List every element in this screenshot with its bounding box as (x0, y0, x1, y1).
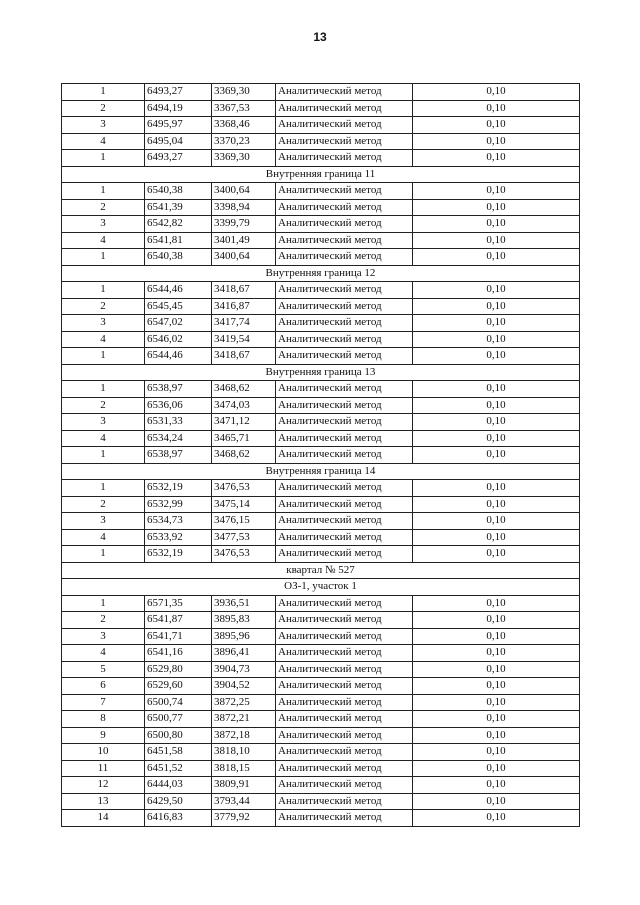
x-coordinate-cell: 6536,06 (145, 397, 212, 414)
accuracy-cell: 0,10 (413, 232, 580, 249)
point-number-cell: 4 (62, 430, 145, 447)
table-row (62, 397, 580, 414)
x-coordinate-cell: 6495,04 (145, 133, 212, 150)
table-row (62, 480, 580, 497)
method-cell: Аналитический метод (276, 199, 413, 216)
y-coordinate-cell: 3809,91 (212, 777, 276, 794)
method-cell: Аналитический метод (276, 84, 413, 101)
y-coordinate-cell: 3895,83 (212, 612, 276, 629)
accuracy-cell: 0,10 (413, 117, 580, 134)
method-cell: Аналитический метод (276, 447, 413, 464)
x-coordinate-cell: 6529,80 (145, 661, 212, 678)
point-number-cell: 2 (62, 100, 145, 117)
y-coordinate-cell: 3895,96 (212, 628, 276, 645)
section-heading-row (62, 364, 580, 381)
y-coordinate-cell: 3367,53 (212, 100, 276, 117)
point-number-cell: 12 (62, 777, 145, 794)
method-cell: Аналитический метод (276, 183, 413, 200)
point-number-cell: 1 (62, 447, 145, 464)
method-cell: Аналитический метод (276, 496, 413, 513)
point-number-cell: 6 (62, 678, 145, 695)
page-number: 13 (313, 30, 327, 44)
point-number-cell: 1 (62, 595, 145, 612)
point-number-cell: 1 (62, 546, 145, 563)
table-row (62, 529, 580, 546)
x-coordinate-cell: 6532,19 (145, 480, 212, 497)
y-coordinate-cell: 3468,62 (212, 381, 276, 398)
point-number-cell: 4 (62, 645, 145, 662)
point-number-cell: 1 (62, 249, 145, 266)
table-row (62, 298, 580, 315)
accuracy-cell: 0,10 (413, 282, 580, 299)
x-coordinate-cell: 6493,27 (145, 84, 212, 101)
point-number-cell: 5 (62, 661, 145, 678)
point-number-cell: 1 (62, 150, 145, 167)
point-number-cell: 4 (62, 133, 145, 150)
method-cell: Аналитический метод (276, 645, 413, 662)
x-coordinate-cell: 6538,97 (145, 381, 212, 398)
accuracy-cell: 0,10 (413, 381, 580, 398)
accuracy-cell: 0,10 (413, 199, 580, 216)
accuracy-cell: 0,10 (413, 414, 580, 431)
y-coordinate-cell: 3474,03 (212, 397, 276, 414)
table-row (62, 133, 580, 150)
method-cell: Аналитический метод (276, 678, 413, 695)
method-cell: Аналитический метод (276, 298, 413, 315)
accuracy-cell: 0,10 (413, 496, 580, 513)
y-coordinate-cell: 3400,64 (212, 249, 276, 266)
method-cell: Аналитический метод (276, 348, 413, 365)
point-number-cell: 3 (62, 216, 145, 233)
point-number-cell: 2 (62, 199, 145, 216)
y-coordinate-cell: 3398,94 (212, 199, 276, 216)
point-number-cell: 2 (62, 298, 145, 315)
y-coordinate-cell: 3416,87 (212, 298, 276, 315)
method-cell: Аналитический метод (276, 628, 413, 645)
point-number-cell: 2 (62, 397, 145, 414)
table-row (62, 183, 580, 200)
point-number-cell: 1 (62, 84, 145, 101)
accuracy-cell: 0,10 (413, 100, 580, 117)
x-coordinate-cell: 6444,03 (145, 777, 212, 794)
table-row (62, 84, 580, 101)
point-number-cell: 10 (62, 744, 145, 761)
point-number-cell: 14 (62, 810, 145, 827)
x-coordinate-cell: 6571,35 (145, 595, 212, 612)
section-heading-row (62, 579, 580, 596)
y-coordinate-cell: 3418,67 (212, 348, 276, 365)
x-coordinate-cell: 6541,71 (145, 628, 212, 645)
x-coordinate-cell: 6534,73 (145, 513, 212, 530)
accuracy-cell: 0,10 (413, 183, 580, 200)
y-coordinate-cell: 3368,46 (212, 117, 276, 134)
point-number-cell: 8 (62, 711, 145, 728)
point-number-cell: 2 (62, 496, 145, 513)
method-cell: Аналитический метод (276, 480, 413, 497)
accuracy-cell: 0,10 (413, 447, 580, 464)
x-coordinate-cell: 6500,80 (145, 727, 212, 744)
table-row (62, 199, 580, 216)
accuracy-cell: 0,10 (413, 645, 580, 662)
y-coordinate-cell: 3418,67 (212, 282, 276, 299)
table-row (62, 430, 580, 447)
point-number-cell: 13 (62, 793, 145, 810)
y-coordinate-cell: 3476,53 (212, 546, 276, 563)
table-row (62, 760, 580, 777)
x-coordinate-cell: 6429,50 (145, 793, 212, 810)
table-row (62, 150, 580, 167)
table-row (62, 777, 580, 794)
y-coordinate-cell: 3475,14 (212, 496, 276, 513)
x-coordinate-cell: 6451,52 (145, 760, 212, 777)
x-coordinate-cell: 6541,87 (145, 612, 212, 629)
method-cell: Аналитический метод (276, 117, 413, 134)
point-number-cell: 1 (62, 183, 145, 200)
method-cell: Аналитический метод (276, 216, 413, 233)
x-coordinate-cell: 6531,33 (145, 414, 212, 431)
section-heading: Внутренняя граница 12 (62, 265, 580, 282)
accuracy-cell: 0,10 (413, 628, 580, 645)
x-coordinate-cell: 6493,27 (145, 150, 212, 167)
table-row (62, 315, 580, 332)
table-row (62, 513, 580, 530)
accuracy-cell: 0,10 (413, 397, 580, 414)
table-row (62, 711, 580, 728)
y-coordinate-cell: 3419,54 (212, 331, 276, 348)
y-coordinate-cell: 3476,53 (212, 480, 276, 497)
y-coordinate-cell: 3818,15 (212, 760, 276, 777)
x-coordinate-cell: 6534,24 (145, 430, 212, 447)
table-row (62, 694, 580, 711)
y-coordinate-cell: 3896,41 (212, 645, 276, 662)
method-cell: Аналитический метод (276, 100, 413, 117)
accuracy-cell: 0,10 (413, 348, 580, 365)
x-coordinate-cell: 6541,39 (145, 199, 212, 216)
section-heading-row (62, 562, 580, 579)
table-row (62, 546, 580, 563)
table-row (62, 331, 580, 348)
table-row (62, 810, 580, 827)
accuracy-cell: 0,10 (413, 760, 580, 777)
accuracy-cell: 0,10 (413, 133, 580, 150)
y-coordinate-cell: 3872,21 (212, 711, 276, 728)
y-coordinate-cell: 3465,71 (212, 430, 276, 447)
table-row (62, 496, 580, 513)
section-heading-row (62, 265, 580, 282)
method-cell: Аналитический метод (276, 150, 413, 167)
point-number-cell: 7 (62, 694, 145, 711)
table-row (62, 744, 580, 761)
accuracy-cell: 0,10 (413, 216, 580, 233)
table-row (62, 661, 580, 678)
section-heading: квартал № 527 (62, 562, 580, 579)
point-number-cell: 1 (62, 381, 145, 398)
x-coordinate-cell: 6541,81 (145, 232, 212, 249)
method-cell: Аналитический метод (276, 793, 413, 810)
accuracy-cell: 0,10 (413, 298, 580, 315)
accuracy-cell: 0,10 (413, 612, 580, 629)
x-coordinate-cell: 6500,74 (145, 694, 212, 711)
y-coordinate-cell: 3818,10 (212, 744, 276, 761)
coordinates-table-body (62, 84, 580, 827)
method-cell: Аналитический метод (276, 694, 413, 711)
y-coordinate-cell: 3471,12 (212, 414, 276, 431)
accuracy-cell: 0,10 (413, 430, 580, 447)
point-number-cell: 1 (62, 348, 145, 365)
y-coordinate-cell: 3872,18 (212, 727, 276, 744)
point-number-cell: 3 (62, 628, 145, 645)
x-coordinate-cell: 6451,58 (145, 744, 212, 761)
accuracy-cell: 0,10 (413, 711, 580, 728)
accuracy-cell: 0,10 (413, 793, 580, 810)
x-coordinate-cell: 6544,46 (145, 282, 212, 299)
method-cell: Аналитический метод (276, 727, 413, 744)
accuracy-cell: 0,10 (413, 727, 580, 744)
x-coordinate-cell: 6533,92 (145, 529, 212, 546)
section-heading: ОЗ-1, участок 1 (62, 579, 580, 596)
method-cell: Аналитический метод (276, 711, 413, 728)
point-number-cell: 3 (62, 414, 145, 431)
x-coordinate-cell: 6544,46 (145, 348, 212, 365)
y-coordinate-cell: 3904,73 (212, 661, 276, 678)
accuracy-cell: 0,10 (413, 678, 580, 695)
y-coordinate-cell: 3399,79 (212, 216, 276, 233)
method-cell: Аналитический метод (276, 381, 413, 398)
method-cell: Аналитический метод (276, 232, 413, 249)
table-row (62, 414, 580, 431)
table-row (62, 232, 580, 249)
table-row (62, 793, 580, 810)
y-coordinate-cell: 3401,49 (212, 232, 276, 249)
table-row (62, 348, 580, 365)
x-coordinate-cell: 6532,99 (145, 496, 212, 513)
x-coordinate-cell: 6546,02 (145, 331, 212, 348)
method-cell: Аналитический метод (276, 331, 413, 348)
accuracy-cell: 0,10 (413, 777, 580, 794)
x-coordinate-cell: 6545,45 (145, 298, 212, 315)
section-heading: Внутренняя граница 14 (62, 463, 580, 480)
x-coordinate-cell: 6495,97 (145, 117, 212, 134)
accuracy-cell: 0,10 (413, 331, 580, 348)
method-cell: Аналитический метод (276, 315, 413, 332)
table-row (62, 645, 580, 662)
y-coordinate-cell: 3936,51 (212, 595, 276, 612)
method-cell: Аналитический метод (276, 595, 413, 612)
section-heading: Внутренняя граница 11 (62, 166, 580, 183)
x-coordinate-cell: 6532,19 (145, 546, 212, 563)
x-coordinate-cell: 6529,60 (145, 678, 212, 695)
table-row (62, 100, 580, 117)
accuracy-cell: 0,10 (413, 546, 580, 563)
accuracy-cell: 0,10 (413, 315, 580, 332)
y-coordinate-cell: 3779,92 (212, 810, 276, 827)
method-cell: Аналитический метод (276, 777, 413, 794)
accuracy-cell: 0,10 (413, 529, 580, 546)
x-coordinate-cell: 6542,82 (145, 216, 212, 233)
method-cell: Аналитический метод (276, 282, 413, 299)
accuracy-cell: 0,10 (413, 744, 580, 761)
accuracy-cell: 0,10 (413, 810, 580, 827)
section-heading-row (62, 463, 580, 480)
method-cell: Аналитический метод (276, 430, 413, 447)
y-coordinate-cell: 3904,52 (212, 678, 276, 695)
table-row (62, 595, 580, 612)
method-cell: Аналитический метод (276, 414, 413, 431)
point-number-cell: 4 (62, 529, 145, 546)
section-heading-row (62, 166, 580, 183)
y-coordinate-cell: 3369,30 (212, 84, 276, 101)
y-coordinate-cell: 3400,64 (212, 183, 276, 200)
method-cell: Аналитический метод (276, 546, 413, 563)
point-number-cell: 2 (62, 612, 145, 629)
table-row (62, 216, 580, 233)
y-coordinate-cell: 3370,23 (212, 133, 276, 150)
point-number-cell: 4 (62, 331, 145, 348)
method-cell: Аналитический метод (276, 612, 413, 629)
x-coordinate-cell: 6547,02 (145, 315, 212, 332)
y-coordinate-cell: 3477,53 (212, 529, 276, 546)
method-cell: Аналитический метод (276, 249, 413, 266)
table-row (62, 282, 580, 299)
table-row (62, 727, 580, 744)
x-coordinate-cell: 6494,19 (145, 100, 212, 117)
accuracy-cell: 0,10 (413, 694, 580, 711)
table-row (62, 117, 580, 134)
method-cell: Аналитический метод (276, 397, 413, 414)
accuracy-cell: 0,10 (413, 150, 580, 167)
x-coordinate-cell: 6540,38 (145, 183, 212, 200)
y-coordinate-cell: 3369,30 (212, 150, 276, 167)
point-number-cell: 3 (62, 315, 145, 332)
table-row (62, 249, 580, 266)
point-number-cell: 11 (62, 760, 145, 777)
method-cell: Аналитический метод (276, 529, 413, 546)
coordinates-table (61, 83, 580, 827)
method-cell: Аналитический метод (276, 133, 413, 150)
point-number-cell: 1 (62, 480, 145, 497)
method-cell: Аналитический метод (276, 760, 413, 777)
table-row (62, 628, 580, 645)
accuracy-cell: 0,10 (413, 249, 580, 266)
x-coordinate-cell: 6540,38 (145, 249, 212, 266)
point-number-cell: 4 (62, 232, 145, 249)
y-coordinate-cell: 3468,62 (212, 447, 276, 464)
method-cell: Аналитический метод (276, 744, 413, 761)
x-coordinate-cell: 6416,83 (145, 810, 212, 827)
y-coordinate-cell: 3872,25 (212, 694, 276, 711)
point-number-cell: 3 (62, 513, 145, 530)
accuracy-cell: 0,10 (413, 480, 580, 497)
method-cell: Аналитический метод (276, 661, 413, 678)
table-row (62, 447, 580, 464)
method-cell: Аналитический метод (276, 810, 413, 827)
accuracy-cell: 0,10 (413, 661, 580, 678)
y-coordinate-cell: 3476,15 (212, 513, 276, 530)
method-cell: Аналитический метод (276, 513, 413, 530)
y-coordinate-cell: 3417,74 (212, 315, 276, 332)
point-number-cell: 3 (62, 117, 145, 134)
table-row (62, 678, 580, 695)
x-coordinate-cell: 6500,77 (145, 711, 212, 728)
point-number-cell: 9 (62, 727, 145, 744)
section-heading: Внутренняя граница 13 (62, 364, 580, 381)
point-number-cell: 1 (62, 282, 145, 299)
y-coordinate-cell: 3793,44 (212, 793, 276, 810)
accuracy-cell: 0,10 (413, 595, 580, 612)
table-row (62, 612, 580, 629)
x-coordinate-cell: 6538,97 (145, 447, 212, 464)
x-coordinate-cell: 6541,16 (145, 645, 212, 662)
table-row (62, 381, 580, 398)
accuracy-cell: 0,10 (413, 513, 580, 530)
accuracy-cell: 0,10 (413, 84, 580, 101)
